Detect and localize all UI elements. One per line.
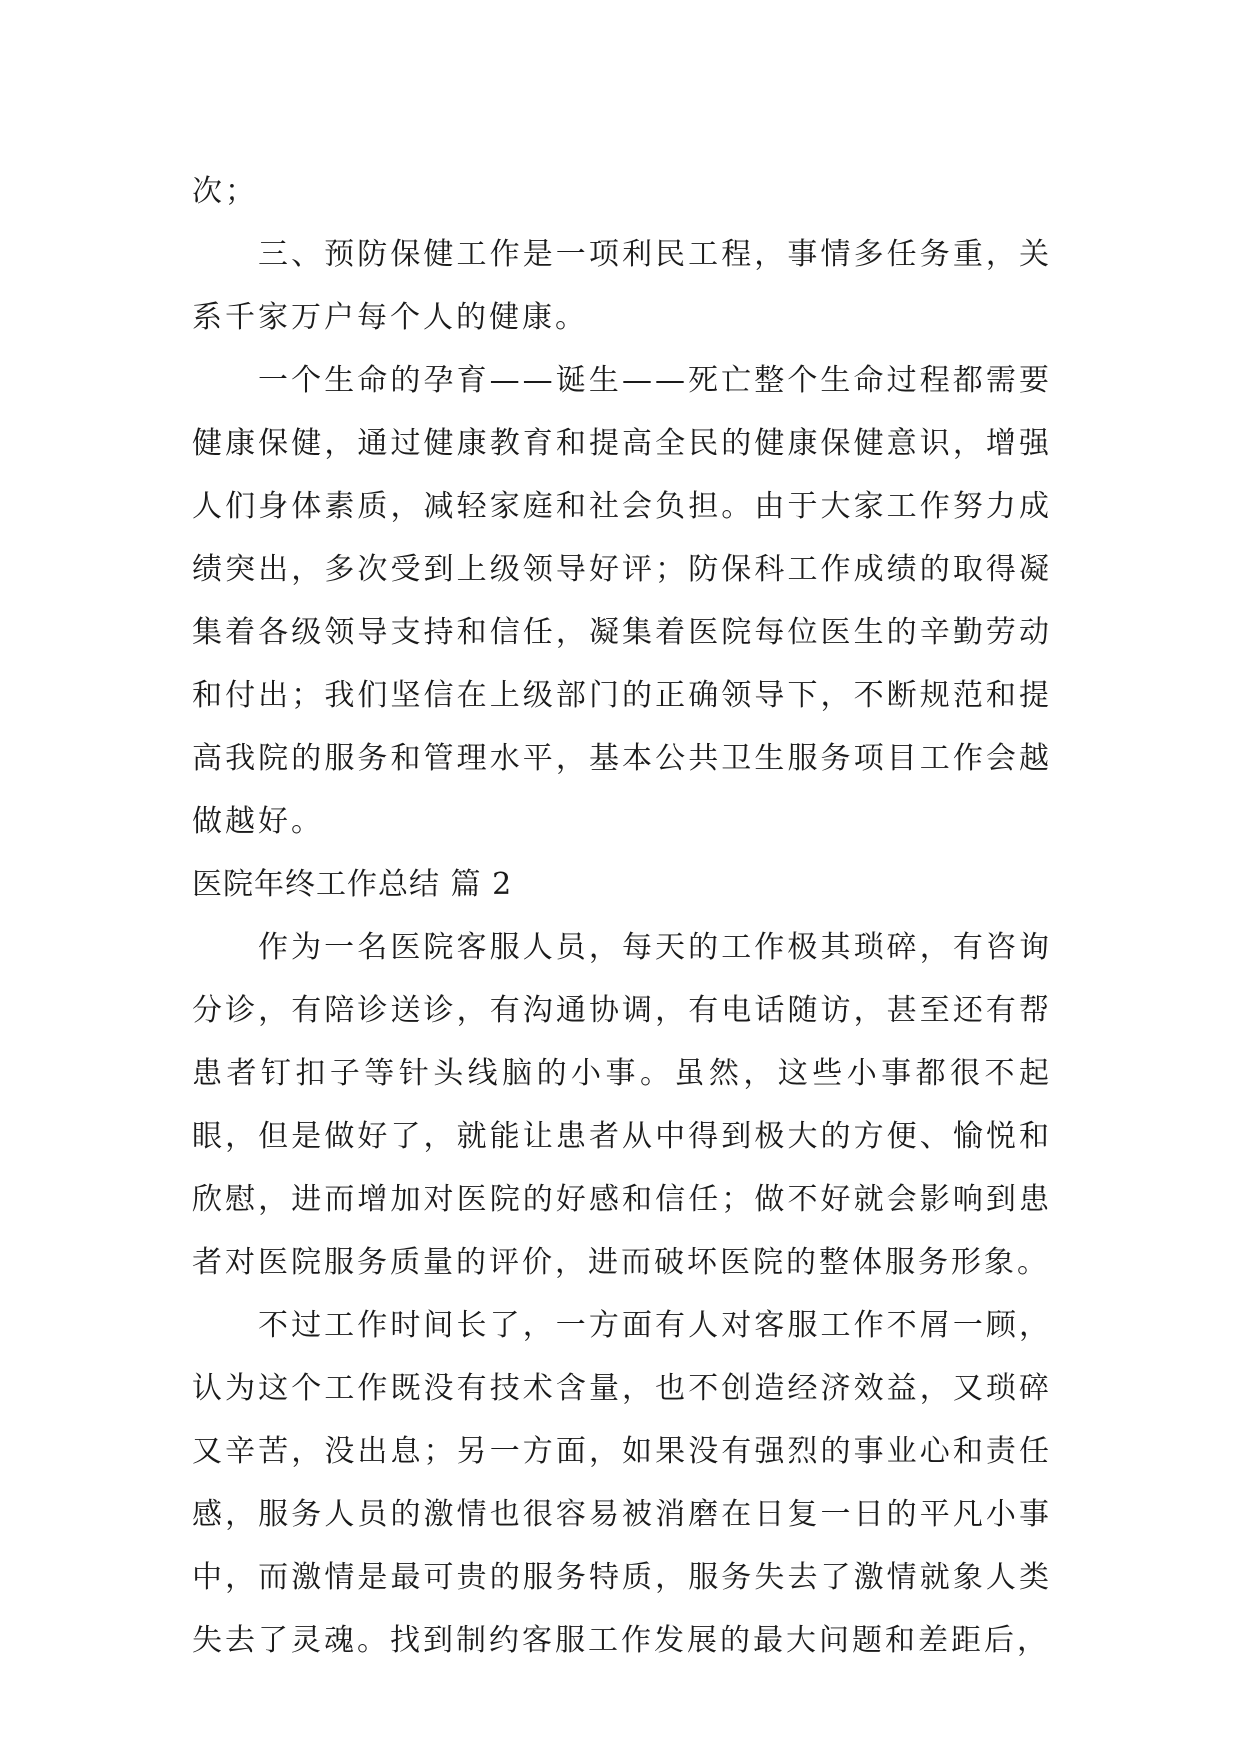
paragraph-health-care: 一个生命的孕育——诞生——死亡整个生命过程都需要健康保健，通过健康教育和提高全民的健康保健意识，增强人们身体素质，减轻家庭和社会负担。由于大家工作努力成绩突出，多次受到上级领导好评；防保科工作成绩的取得凝集着各级领导支持和信任，凝集着医院每位医生的辛勤劳动和付出；我们坚信在上级部门的正确领导下，不断规范和提高我院的服务和管理水平，基本公共卫生服务项目工作会越做越好。 [192, 363, 1052, 839]
text-fragment: 次； [192, 174, 258, 209]
paragraph-customer-service: 作为一名医院客服人员，每天的工作极其琐碎，有咨询分诊，有陪诊送诊，有沟通协调，有电话随访，甚至还有帮患者钉扣子等针头线脑的小事。虽然，这些小事都很不起眼，但是做好了，就能让患者从中得到极大的方便、愉悦和欣慰，进而增加对医院的好感和信任；做不好就会影响到患者对医院服务质量的评价，进而破坏医院的整体服务形象。 [192, 930, 1052, 1280]
paragraph-prevention-work: 三、预防保健工作是一项利民工程，事情多任务重，关系千家万户每个人的健康。 [192, 237, 1052, 335]
section-heading: 医院年终工作总结 篇 2 [192, 867, 513, 902]
document-page [192, 160, 1052, 1672]
paragraph-work-passion: 不过工作时间长了，一方面有人对客服工作不屑一顾，认为这个工作既没有技术含量，也不创造经济效益，又琐碎又辛苦，没出息；另一方面，如果没有强烈的事业心和责任感，服务人员的激情也很容易被消磨在日复一日的平凡小事中，而激情是最可贵的服务特质，服务失去了激情就象人类失去了灵魂。找到制约客服工作发展的最大问题和差距后， [192, 1308, 1052, 1658]
